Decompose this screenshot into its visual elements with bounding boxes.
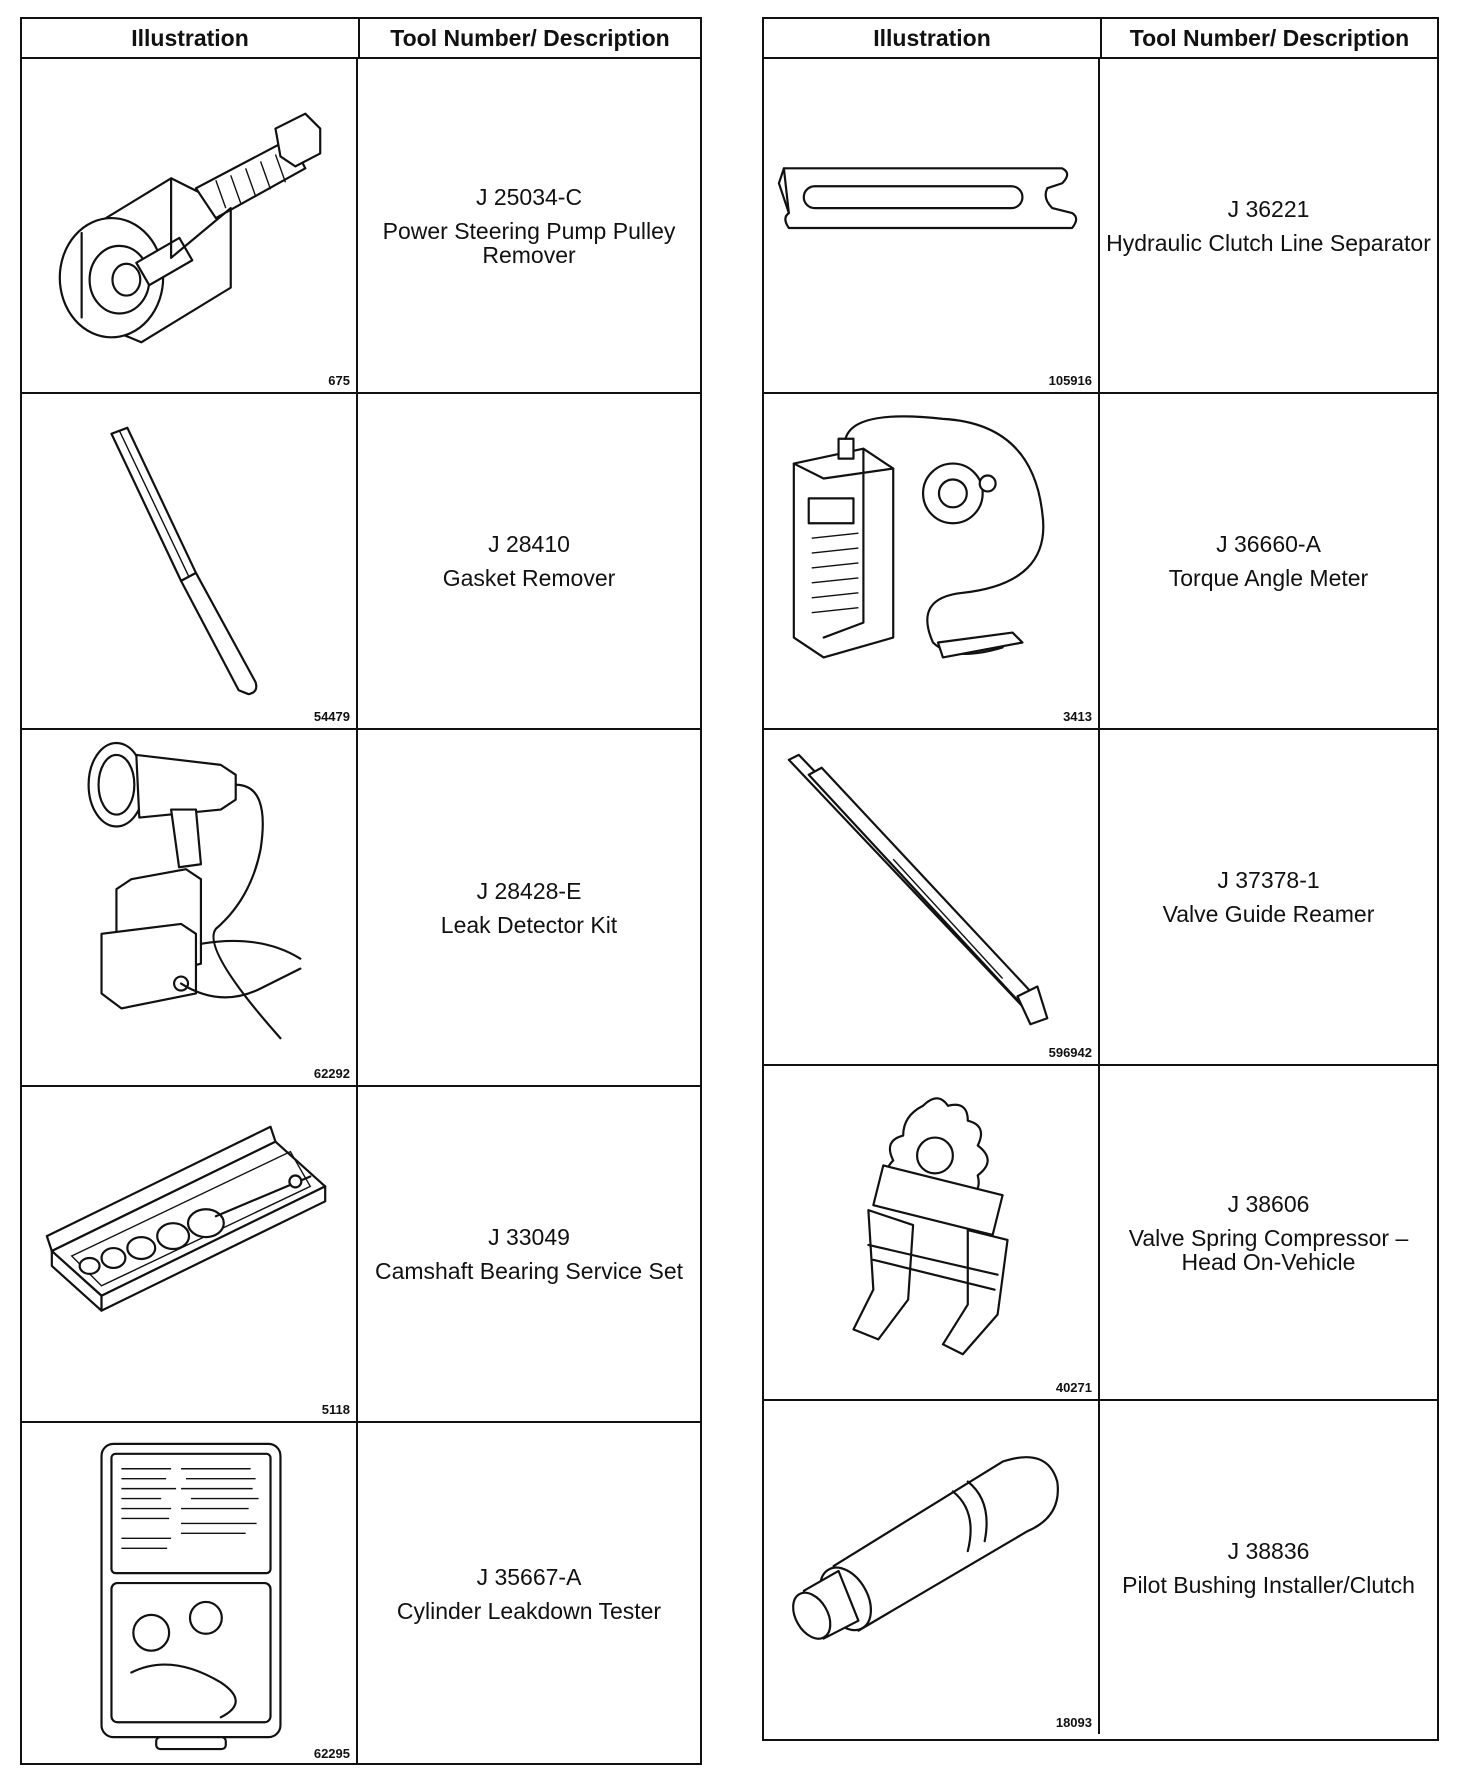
table-row bbox=[764, 59, 1437, 394]
torque-angle-meter-icon bbox=[764, 394, 1098, 728]
description-cell bbox=[1100, 59, 1437, 392]
tool-description: Hydraulic Clutch Line Separator bbox=[1106, 229, 1431, 256]
description-cell bbox=[358, 1087, 700, 1421]
tool-description: Camshaft Bearing Service Set bbox=[374, 1258, 684, 1284]
figure-number: 105916 bbox=[1048, 373, 1092, 388]
pulley-remover-icon bbox=[22, 59, 356, 392]
header-illustration: Illustration bbox=[22, 19, 360, 57]
description-cell bbox=[358, 1423, 700, 1765]
tool-number: J 38606 bbox=[1227, 1190, 1310, 1217]
table-row bbox=[764, 1066, 1437, 1401]
figure-number: 18093 bbox=[1055, 1715, 1092, 1730]
illustration-cell bbox=[764, 394, 1100, 728]
tool-number: J 36660-A bbox=[1216, 531, 1321, 557]
figure-number: 596942 bbox=[1048, 1045, 1092, 1060]
tool-table-right bbox=[762, 17, 1439, 1741]
description-cell bbox=[358, 730, 700, 1085]
figure-number: 40271 bbox=[1055, 1380, 1092, 1395]
tool-number: J 28428-E bbox=[476, 877, 582, 904]
tool-number: J 33049 bbox=[488, 1224, 570, 1250]
table-row bbox=[22, 1423, 700, 1765]
description-cell bbox=[358, 394, 700, 728]
illustration-cell bbox=[22, 394, 358, 728]
bushing-installer-icon bbox=[764, 1401, 1098, 1734]
tool-number: J 37378-1 bbox=[1217, 867, 1320, 893]
tool-description: Valve Spring Compressor – Head On-Vehicle bbox=[1128, 1224, 1409, 1275]
tool-description: Leak Detector Kit bbox=[440, 911, 618, 938]
tool-number: J 35667-A bbox=[476, 1564, 582, 1590]
spring-compressor-icon bbox=[764, 1066, 1098, 1399]
figure-number: 54479 bbox=[313, 709, 350, 724]
line-separator-icon bbox=[764, 59, 1098, 392]
figure-number: 5118 bbox=[321, 1402, 350, 1417]
table-row bbox=[22, 1087, 700, 1423]
description-cell bbox=[1100, 394, 1437, 728]
figure-number: 62292 bbox=[313, 1066, 350, 1081]
header-illustration: Illustration bbox=[764, 19, 1102, 57]
tool-description: Pilot Bushing Installer/Clutch bbox=[1122, 1571, 1415, 1598]
figure-number: 675 bbox=[328, 373, 350, 388]
leak-detector-icon bbox=[22, 730, 356, 1085]
tool-number: J 38836 bbox=[1227, 1537, 1310, 1564]
illustration-cell bbox=[22, 1087, 358, 1421]
leakdown-tester-icon bbox=[22, 1423, 356, 1765]
illustration-cell bbox=[764, 1401, 1100, 1734]
tool-description: Power Steering Pump Pulley Remover bbox=[382, 217, 676, 268]
camshaft-bearing-set-icon bbox=[22, 1087, 356, 1421]
description-cell bbox=[1100, 1066, 1437, 1399]
description-cell bbox=[1100, 730, 1437, 1064]
header-description: Tool Number/ Description bbox=[390, 24, 670, 51]
tool-description: Cylinder Leakdown Tester bbox=[396, 1598, 662, 1624]
table-row bbox=[764, 1401, 1437, 1734]
illustration-cell bbox=[764, 59, 1100, 392]
table-row bbox=[22, 730, 700, 1087]
table-header bbox=[22, 19, 700, 59]
illustration-cell bbox=[22, 59, 358, 392]
reamer-icon bbox=[764, 730, 1098, 1064]
figure-number: 3413 bbox=[1063, 709, 1092, 724]
illustration-cell bbox=[22, 730, 358, 1085]
description-cell bbox=[358, 59, 700, 392]
tool-table-left bbox=[20, 17, 702, 1765]
illustration-cell bbox=[764, 1066, 1100, 1399]
description-cell bbox=[1100, 1401, 1437, 1734]
gasket-remover-icon bbox=[22, 394, 356, 728]
table-row bbox=[764, 730, 1437, 1066]
tool-number: J 36221 bbox=[1227, 195, 1310, 222]
table-row bbox=[22, 394, 700, 730]
illustration-cell bbox=[764, 730, 1100, 1064]
table-header bbox=[764, 19, 1437, 59]
table-row bbox=[22, 59, 700, 394]
illustration-cell bbox=[22, 1423, 358, 1765]
header-description: Tool Number/ Description bbox=[1129, 24, 1410, 51]
tool-number: J 25034-C bbox=[475, 183, 583, 210]
tool-description: Torque Angle Meter bbox=[1168, 565, 1369, 591]
tool-description: Valve Guide Reamer bbox=[1162, 901, 1375, 927]
table-row bbox=[764, 394, 1437, 730]
figure-number: 62295 bbox=[313, 1746, 350, 1761]
tool-number: J 28410 bbox=[488, 531, 570, 557]
tool-description: Gasket Remover bbox=[442, 565, 616, 591]
